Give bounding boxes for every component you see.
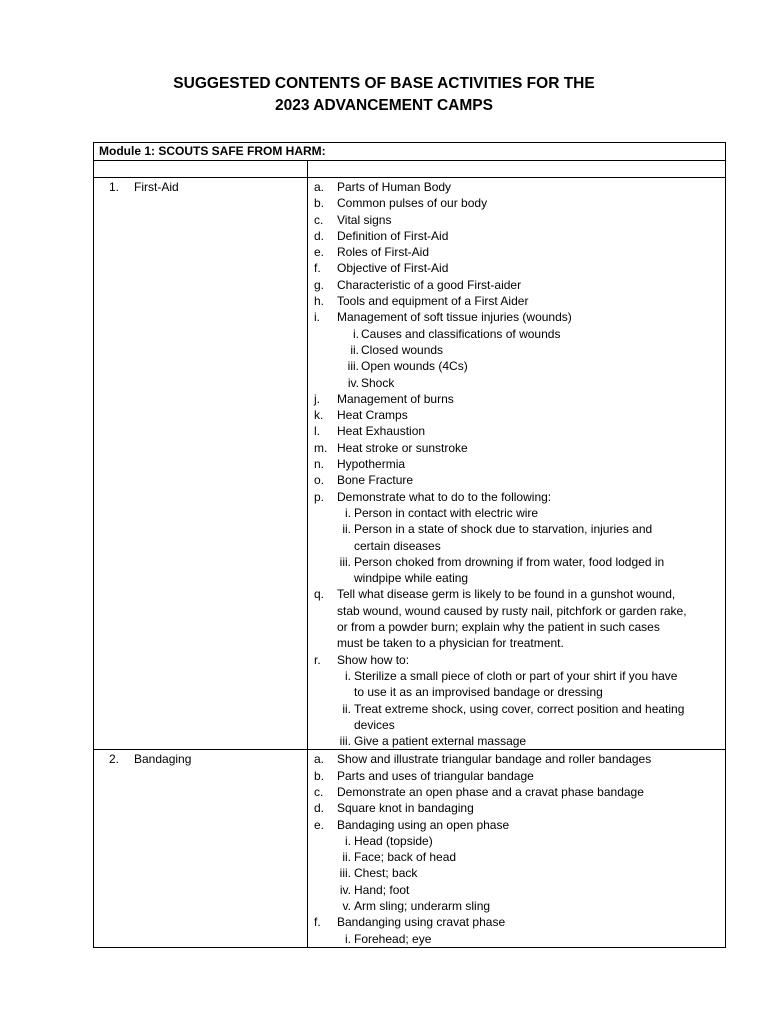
topic-items (308, 178, 726, 750)
list-item-marker: h. (314, 294, 325, 309)
list-item (308, 440, 725, 456)
list-item-text: devices (354, 717, 395, 732)
list-item-marker: b. (314, 196, 325, 211)
list-item (308, 717, 725, 733)
list-item (308, 652, 725, 668)
list-item-text: Bone Fracture (337, 473, 414, 488)
activities-table (93, 142, 726, 948)
list-item-marker: i. (345, 505, 351, 520)
list-item (308, 684, 725, 700)
blank-cell (308, 161, 726, 178)
list-item-marker: l. (314, 424, 320, 439)
list-item-text: Open wounds (4Cs) (361, 359, 468, 374)
list-item-marker: i. (353, 326, 359, 341)
list-item-marker: c. (314, 784, 324, 799)
list-item-marker: n. (314, 457, 325, 472)
title-line-2: 2023 ADVANCEMENT CAMPS (275, 97, 493, 114)
list-item-text: Sterilize a small piece of cloth or part of your shirt if you have (354, 668, 678, 683)
list-item-text: Hypothermia (337, 457, 406, 472)
list-item-text: Roles of First-Aid (337, 245, 430, 260)
list-item-marker: i. (314, 310, 320, 325)
list-item (308, 293, 725, 309)
blank-cell (94, 161, 308, 178)
list-item-text: Tell what disease germ is likely to be found in a gunshot wound, (337, 587, 676, 602)
list-item-text: Parts of Human Body (337, 180, 452, 194)
title-line-1: SUGGESTED CONTENTS OF BASE ACTIVITIES FOR THE (173, 75, 595, 92)
list-item (308, 914, 725, 930)
list-item (308, 472, 725, 488)
list-item-text: Bandanging using cravat phase (337, 915, 506, 930)
list-item (308, 456, 725, 472)
list-item-text: or from a powder burn; explain why the patient in such cases (337, 620, 660, 635)
list-item-marker: iii. (339, 554, 351, 569)
list-item (308, 882, 725, 898)
list-item-marker: f. (314, 915, 321, 930)
list-item-text: Show and illustrate triangular bandage and roller bandages (337, 752, 652, 767)
list-item (308, 701, 725, 717)
list-item (308, 784, 725, 800)
list-item-marker: d. (314, 801, 325, 816)
list-item (308, 407, 725, 423)
list-item (308, 768, 725, 784)
list-item-marker: i. (345, 931, 351, 946)
list-item-text: Face; back of head (354, 850, 457, 865)
list-item-text: Give a patient external massage (354, 734, 527, 749)
list-item-text: Demonstrate what to do to the following: (337, 489, 552, 504)
topic-number: 2. (109, 752, 120, 767)
list-item-marker: iv. (347, 375, 359, 390)
list-item-text: Heat stroke or sunstroke (337, 440, 468, 455)
list-item-text: Vital signs (337, 212, 392, 227)
list-item-text: Management of soft tissue injuries (wounds) (337, 310, 572, 325)
list-item (308, 931, 725, 947)
list-item (308, 865, 725, 881)
list-item-text: Person choked from drowning if from water, food lodged in (354, 554, 665, 569)
list-item (308, 391, 725, 407)
list-item-text: Demonstrate an open phase and a cravat phase bandage (337, 784, 644, 799)
blank-row (94, 161, 726, 178)
list-item-marker: f. (314, 261, 321, 276)
list-item-marker: e. (314, 817, 325, 832)
topic-row (94, 750, 726, 948)
list-item-marker: a. (314, 752, 325, 767)
list-item-marker: ii. (342, 850, 351, 865)
list-item-text: Forehead; eye (354, 931, 432, 946)
list-item-text: Management of burns (337, 391, 454, 406)
list-item-marker: v. (342, 899, 351, 914)
list-item (308, 538, 725, 554)
list-item (308, 195, 725, 211)
list-item (308, 260, 725, 276)
list-item-text: Definition of First-Aid (337, 228, 449, 243)
list-item (308, 521, 725, 537)
list-item (308, 570, 725, 586)
list-item-text: certain diseases (354, 538, 441, 553)
list-item (308, 586, 725, 602)
list-item-marker: b. (314, 768, 325, 783)
list-item-marker: ii. (342, 701, 351, 716)
list-item-text: Chest; back (354, 866, 418, 881)
topic-label: Bandaging (134, 752, 192, 767)
list-item-marker: e. (314, 245, 325, 260)
list-item (308, 358, 725, 374)
list-item-text: Heat Exhaustion (337, 424, 426, 439)
list-item (308, 817, 725, 833)
list-item-text: must be taken to a physician for treatment. (337, 636, 564, 651)
list-item-marker: o. (314, 473, 325, 488)
list-item-text: Parts and uses of triangular bandage (337, 768, 534, 783)
list-item (308, 505, 725, 521)
list-item-text: Common pulses of our body (337, 196, 488, 211)
list-item (308, 342, 725, 358)
list-item-marker: g. (314, 277, 325, 292)
list-item-marker: d. (314, 228, 325, 243)
list-item (308, 212, 725, 228)
document-title (0, 73, 768, 117)
list-item (308, 751, 725, 767)
list-item-marker: iii. (339, 734, 351, 749)
list-item-text: Characteristic of a good First-aider (337, 277, 522, 292)
topic-label: First-Aid (134, 180, 179, 194)
list-item-marker: r. (314, 652, 321, 667)
list-item (308, 898, 725, 914)
list-item-marker: q. (314, 587, 325, 602)
list-item (308, 375, 725, 391)
list-item (308, 554, 725, 570)
list-item-marker: i. (345, 833, 351, 848)
list-item-text: Causes and classifications of wounds (361, 326, 561, 341)
module-heading: Module 1: SCOUTS SAFE FROM HARM: (94, 143, 726, 161)
list-item-text: Objective of First-Aid (337, 261, 449, 276)
list-item-text: Tools and equipment of a First Aider (337, 294, 529, 309)
list-item-marker: iv. (339, 882, 351, 897)
topic-number: 1. (109, 180, 120, 194)
list-item-text: Bandaging using an open phase (337, 817, 510, 832)
list-item (308, 489, 725, 505)
list-item-marker: a. (314, 180, 325, 194)
list-item-text: Treat extreme shock, using cover, correct position and heating (354, 701, 685, 716)
list-item-text: windpipe while eating (354, 571, 469, 586)
list-item (308, 309, 725, 325)
list-item (308, 635, 725, 651)
list-item (308, 228, 725, 244)
list-item-marker: m. (314, 440, 328, 455)
list-item (308, 833, 725, 849)
list-item (308, 733, 725, 749)
list-item (308, 668, 725, 684)
list-item-text: Heat Cramps (337, 408, 408, 423)
list-item-marker: p. (314, 489, 325, 504)
list-item-text: Show how to: (337, 652, 410, 667)
list-item (308, 619, 725, 635)
list-item-text: Person in contact with electric wire (354, 505, 539, 520)
topic-items (308, 750, 726, 948)
list-item-marker: iii. (347, 359, 359, 374)
list-item (308, 244, 725, 260)
topic-cell (94, 750, 308, 948)
list-item-marker: j. (314, 391, 320, 406)
list-item-text: stab wound, wound caused by rusty nail, pitchfork or garden rake, (337, 603, 687, 618)
list-item-text: Arm sling; underarm sling (354, 899, 491, 914)
list-item-text: Shock (361, 375, 395, 390)
list-item-text: to use it as an improvised bandage or dressing (354, 685, 603, 700)
list-item-text: Square knot in bandaging (337, 801, 474, 816)
list-item-text: Person in a state of shock due to starvation, injuries and (354, 522, 653, 537)
list-item-marker: k. (314, 408, 324, 423)
list-item (308, 800, 725, 816)
list-item-marker: c. (314, 212, 324, 227)
list-item (308, 326, 725, 342)
list-item (308, 423, 725, 439)
list-item-text: Closed wounds (361, 342, 444, 357)
list-item-marker: ii. (342, 522, 351, 537)
topic-row (94, 178, 726, 750)
list-item-text: Head (topside) (354, 833, 433, 848)
list-item-marker: iii. (339, 866, 351, 881)
list-item-text: Hand; foot (354, 882, 410, 897)
list-item (308, 179, 725, 195)
list-item (308, 277, 725, 293)
list-item-marker: i. (345, 668, 351, 683)
module-heading-row (94, 143, 726, 161)
list-item (308, 849, 725, 865)
topic-cell (94, 178, 308, 750)
list-item-marker: ii. (350, 342, 359, 357)
list-item (308, 603, 725, 619)
